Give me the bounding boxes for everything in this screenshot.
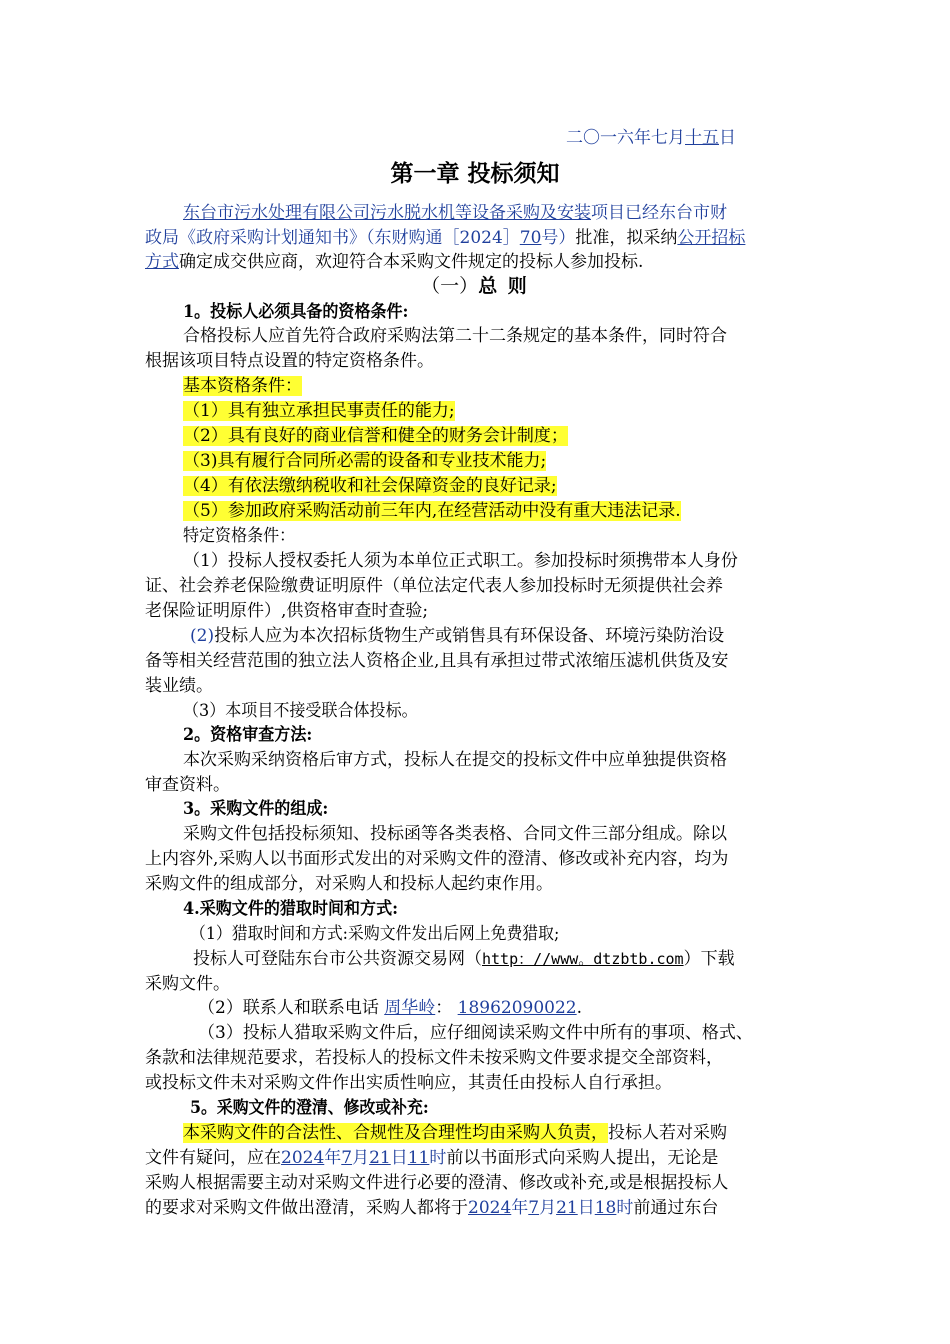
item4-p4b: 条款和法律规范要求，若投标人的投标文件未按采购文件要求提交全部资料， <box>145 1048 723 1068</box>
item3-p1: 采购文件包括投标须知、投标函等各类表格、合同文件三部分组成。除以 <box>183 824 727 844</box>
intro-line-1: 东台市污水处理有限公司污水脱水机等设备采购及安装项目已经东台市财 <box>183 203 727 223</box>
item4-heading: 4.采购文件的猎取时间和方式: <box>183 899 399 919</box>
item5-line-1: 本采购文件的合法性、合规性及合理性均由采购人负责，投标人若对采购 <box>183 1123 727 1143</box>
item1-p1a: 合格投标人应首先符合政府采购法第二十二条规定的基本条件，同时符合 <box>183 326 727 346</box>
special-2-line-3: 装业绩。 <box>145 676 213 696</box>
deadline-1-hour: 11 <box>407 1148 430 1168</box>
item3-heading: 3。采购文件的组成: <box>183 799 329 819</box>
special-conditions-title: 特定资格条件： <box>183 526 296 546</box>
item1-p1b: 根据该项目特点设置的特定资格条件。 <box>145 351 434 371</box>
special-1-line-3: 老保险证明原件）,供资格审查时查验; <box>145 601 429 621</box>
item4-p4a: （3）投标人猎取采购文件后，应仔细阅读采购文件中所有的事项、格式、 <box>198 1023 753 1043</box>
basic-condition-5: （5）参加政府采购活动前三年内,在经营活动中没有重大违法记录. <box>183 501 681 521</box>
item4-p1: （1）猎取时间和方式:采购文件发出后网上免费猎取; <box>190 924 560 944</box>
item2-heading: 2。资格审查方法: <box>183 725 313 745</box>
procurement-method: 公开招标 <box>677 228 746 248</box>
contact-phone: 18962090022 <box>457 998 577 1018</box>
item2-p1: 本次采购采纳资格后审方式，投标人在提交的投标文件中应单独提供资格 <box>183 750 727 770</box>
section-general-title: （一）总 则 <box>421 275 529 297</box>
responsibility-highlight: 本采购文件的合法性、合规性及合理性均由采购人负责， <box>183 1123 608 1143</box>
basic-conditions-title: 基本资格条件： <box>183 376 302 396</box>
item3-p3: 采购文件的组成部分，对采购人和投标人起约束作用。 <box>145 874 553 894</box>
deadline-2-hour: 18 <box>594 1198 617 1218</box>
date-day: 十五 <box>685 128 719 148</box>
deadline-2-year: 2024 <box>468 1198 512 1218</box>
website-link[interactable]: http：//www。dtzbtb.com <box>482 950 684 968</box>
document-date: 二〇一六年七月十五日 <box>566 128 736 148</box>
intro-line-3: 方式确定成交供应商，欢迎符合本采购文件规定的投标人参加投标. <box>145 252 644 272</box>
special-1-line-1: （1）投标人授权委托人须为本单位正式职工。参加投标时须携带本人身份 <box>183 551 738 571</box>
basic-condition-4: （4）有依法缴纳税收和社会保障资金的良好记录; <box>183 476 557 496</box>
item1-heading: 1。投标人必须具备的资格条件: <box>183 302 409 322</box>
basic-condition-3: （3)具有履行合同所必需的设备和专业技术能力; <box>183 451 547 471</box>
special-3: （3）本项目不接受联合体投标。 <box>183 701 418 721</box>
deadline-1-day: 21 <box>369 1148 391 1168</box>
deadline-1-month: 7 <box>341 1148 353 1168</box>
basic-condition-1: （1）具有独立承担民事责任的能力; <box>183 401 455 421</box>
authority-name: 东台市财 <box>659 203 727 223</box>
item5-heading: 5。采购文件的澄清、修改或补充: <box>190 1098 429 1118</box>
item4-contact: （2）联系人和联系电话 周华岭： 18962090022. <box>198 998 583 1018</box>
basic-condition-2: （2）具有良好的商业信誉和健全的财务会计制度； <box>183 426 568 446</box>
special-2-line-1: (2)投标人应为本次招标货物生产或销售具有环保设备、环境污染防治设 <box>190 626 725 646</box>
item4-p4c: 或投标文件未对采购文件作出实质性响应，其责任由投标人自行承担。 <box>145 1073 672 1093</box>
item2-p2: 审查资料。 <box>145 775 230 795</box>
item4-p2: 投标人可登陆东台市公共资源交易网（http：//www。dtzbtb.com）下载 <box>193 949 735 969</box>
notice-number: 70 <box>519 228 542 248</box>
intro-line-2: 政局《政府采购计划通知书》（东财购通［2024］70号）批准，拟采纳公开招标 <box>145 228 746 248</box>
deadline-1-year: 2024 <box>281 1148 325 1168</box>
item4-p2c: 采购文件。 <box>145 974 230 994</box>
chapter-title: 第一章 投标须知 <box>390 161 560 187</box>
special-2-line-2: 备等相关经营范围的独立法人资格企业,且具有承担过带式浓缩压滤机供货及安 <box>145 651 729 671</box>
purchaser-name: 东台市污水处理有限公司污水脱水机等设备采购及安装 <box>183 203 591 223</box>
item3-p2: 上内容外,采购人以书面形式发出的对采购文件的澄清、修改或补充内容，均为 <box>145 849 729 869</box>
deadline-2-month: 7 <box>528 1198 540 1218</box>
special-1-line-2: 证、社会养老保险缴费证明原件（单位法定代表人参加投标时无须提供社会养 <box>145 576 723 596</box>
contact-person: 周华岭 <box>384 998 436 1018</box>
item5-line-4: 的要求对采购文件做出澄清，采购人都将于2024年7月21日18时前通过东台 <box>145 1198 719 1218</box>
deadline-2-day: 21 <box>556 1198 578 1218</box>
item5-line-2: 文件有疑问，应在2024年7月21日11时前以书面形式向采购人提出，无论是 <box>145 1148 719 1168</box>
item5-line-3: 采购人根据需要主动对采购文件进行必要的澄清、修改或补充,或是根据投标人 <box>145 1173 729 1193</box>
